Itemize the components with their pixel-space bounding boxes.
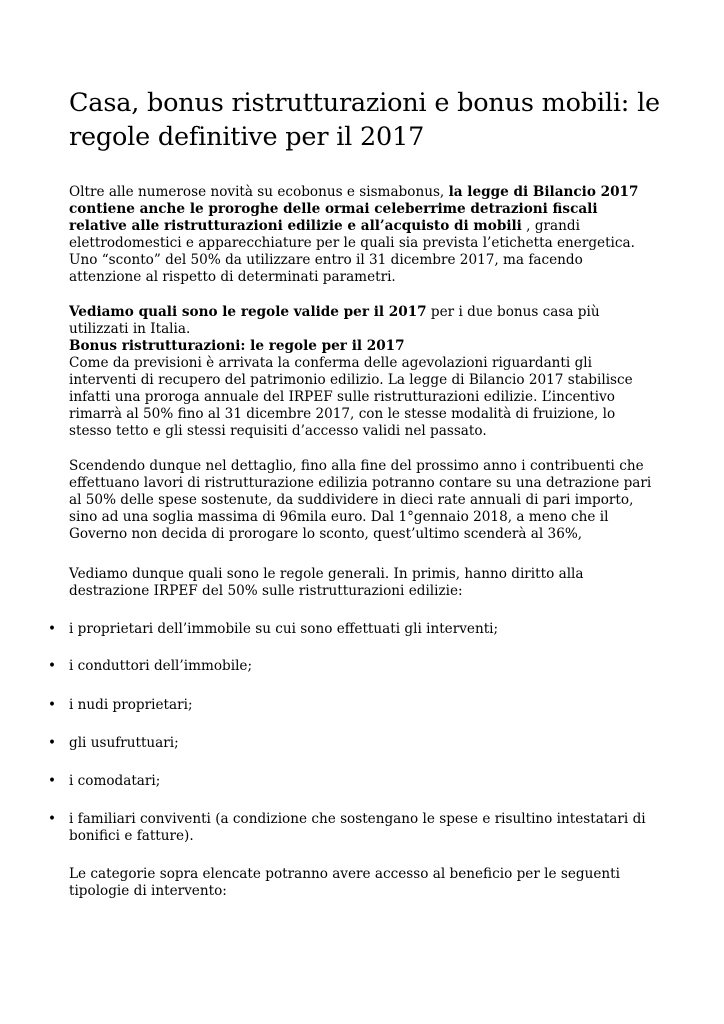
- list-item-text: gli usufruttuari;: [69, 735, 179, 751]
- intro-paragraph: [69, 184, 659, 286]
- bullet-icon: •: [48, 811, 57, 827]
- intro-text-c: Uno “sconto” del 50% da utilizzare entro il 31 dicembre 2017, ma facendo attenzione al rispetto di determinati parametri.: [69, 252, 583, 285]
- article-title: Casa, bonus ristrutturazioni e bonus mobili: le regole definitive per il 2017: [69, 88, 660, 152]
- intro-text-b: , grandi elettrodomestici e apparecchiature per le quali sia prevista l’etichetta energetica.: [69, 218, 635, 251]
- list-item-text: i comodatari;: [69, 773, 161, 789]
- bullet-icon: •: [48, 697, 57, 713]
- closing-paragraph: Le categorie sopra elencate potranno avere accesso al beneficio per le seguenti tipologie di intervento:: [69, 866, 620, 899]
- list-item-text: i nudi proprietari;: [69, 697, 193, 713]
- section-paragraph: [69, 304, 659, 440]
- section-lead-bold: Vediamo quali sono le regole valide per il 2017: [69, 304, 427, 320]
- rules-intro-paragraph: Vediamo dunque quali sono le regole generali. In primis, hanno diritto alla destrazione IRPEF del 50% sulle ristrutturazioni edilizie:: [69, 566, 584, 599]
- bullet-icon: •: [48, 658, 57, 674]
- list-item-text: i conduttori dell’immobile;: [69, 658, 253, 674]
- intro-text-a: Oltre alle numerose novità su ecobonus e sismabonus,: [69, 184, 449, 200]
- intro-bold-a: la legge di Bilancio 2017 contiene anche le proroghe delle ormai celeberrime detrazioni fiscali relative alle ristrutturazioni edilizie e all’acquisto di mobili: [69, 184, 639, 234]
- detail-paragraph: Scendendo dunque nel dettaglio, fino alla fine del prossimo anno i contribuenti che effettuano lavori di ristrutturazione edilizia potranno contare su una detrazione pari al 50% delle spese sostenute, da suddividere in dieci rate annuali di pari importo, sino ad una soglia massima di 96mila euro. Dal 1°gennaio 2018, a meno che il Governo non decida di prorogare lo sconto, quest’ultimo scenderà al 36%,: [69, 458, 652, 542]
- bullet-icon: •: [48, 773, 57, 789]
- bullet-icon: •: [48, 735, 57, 751]
- section-lead-text: per i due bonus casa più utilizzati in Italia.: [69, 304, 600, 337]
- section-body: Come da previsioni è arrivata la conferma delle agevolazioni riguardanti gli interventi di recupero del patrimonio edilizio. La legge di Bilancio 2017 stabilisce infatti una proroga annuale del IRPEF sulle ristrutturazioni edilizie. L’incentivo rimarrà al 50% fino al 31 dicembre 2017, con le stesse modalità di fruizione, lo stesso tetto e gli stessi requisiti d’accesso validi nel passato.: [69, 355, 633, 439]
- list-item-text: i familiari conviventi (a condizione che sostengano le spese e risultino intestatari di bonifici e fatture).: [69, 811, 646, 844]
- section-heading: Bonus ristrutturazioni: le regole per il 2017: [69, 338, 405, 354]
- list-item-text: i proprietari dell’immobile su cui sono effettuati gli interventi;: [69, 621, 499, 637]
- bullet-icon: •: [48, 621, 57, 637]
